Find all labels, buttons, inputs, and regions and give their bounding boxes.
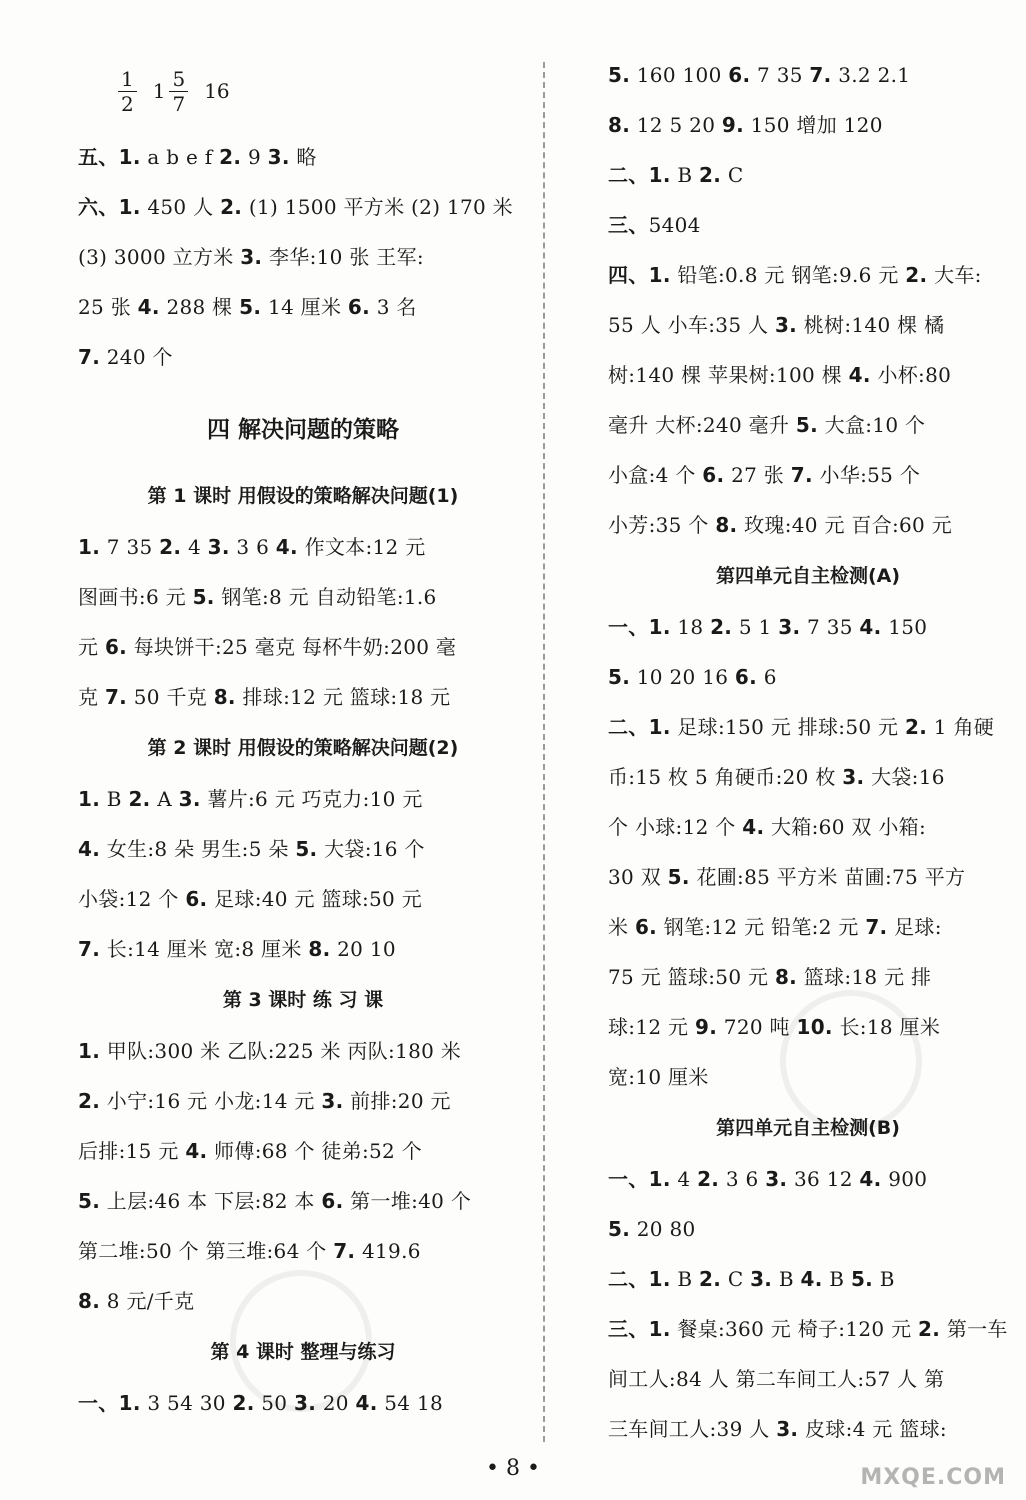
answer-line [78,824,528,874]
question-number: 7. [790,463,813,487]
answer-text: 20 80 [630,1217,696,1241]
answer-line [78,232,528,282]
answer-text: A [150,787,179,811]
answer-text: 1 角硬 [927,715,995,739]
question-number: 2. [710,615,733,639]
answer-text: 55 人 小车:35 人 [608,313,775,337]
answer-text: 27 张 [724,463,791,487]
question-number: 4. [742,815,765,839]
answer-block [78,132,528,382]
answer-text: 个 小球:12 个 [608,815,743,839]
answer-line [78,282,528,332]
question-number: 3. [207,535,230,559]
question-number: 1. [78,535,101,559]
answer-line [608,752,1008,802]
question-number: 2. [232,1391,255,1415]
answer-text: 50 千克 [127,685,214,709]
answer-text: 桃树:140 棵 橘 [797,313,945,337]
answer-text: 女生:8 朵 男生:5 朵 [100,837,296,861]
answer-line [608,1354,1008,1404]
answer-line [608,1404,1008,1454]
answer-text: 后排:15 元 [78,1139,186,1163]
answer-text: B [772,1267,801,1291]
answer-block [608,602,1008,1102]
answer-line [608,1304,1008,1354]
question-number: 3. [267,145,290,169]
numerator: 1 [118,67,137,92]
answer-block [78,1026,528,1326]
answer-text: 宽:10 厘米 [608,1065,709,1089]
question-number: 一、1. [608,1167,671,1191]
answer-text: 间工人:84 人 第二车间工人:57 人 第 [608,1367,945,1391]
question-number: 6. [634,915,658,939]
answer-text: 25 张 [78,295,138,319]
question-number: 6. [185,887,208,911]
question-number: 5. [795,413,819,437]
answer-text: 大袋:16 [864,765,945,789]
answer-text: 4 [181,535,208,559]
answer-text: 18 [670,615,711,639]
answer-line [78,1176,528,1226]
question-number: 5. [608,1217,631,1241]
answer-text: 7 35 [100,535,160,559]
answer-line [608,300,1008,350]
question-number: 二、1. [608,1267,671,1291]
question-number: 3. [765,1167,788,1191]
question-number: 5. [295,837,318,861]
answer-text: 皮球:4 元 篮球: [798,1417,947,1441]
answer-line [608,1154,1008,1204]
answer-line [608,200,1008,250]
answer-text: 50 [254,1391,294,1415]
answer-text: 75 元 篮球:50 元 [608,965,775,989]
lesson-title: 第 4 课时 整理与练习 [210,1341,396,1363]
question-number: 7. [865,915,888,939]
answer-line [608,702,1008,752]
answer-text: 150 增加 120 [744,113,883,137]
answer-line [608,1002,1008,1052]
question-number: 4. [185,1139,208,1163]
answer-text: 足球:150 元 排球:50 元 [670,715,906,739]
answer-block [608,50,1008,550]
question-number: 8. [78,1289,101,1313]
answer-text: a b e f [140,145,220,169]
question-number: 三、 [608,213,649,237]
left-column [78,50,528,1428]
question-number: 8. [715,513,738,537]
answer-text: 大箱:60 双 小箱: [764,815,926,839]
lesson-title: 第 1 课时 用假设的策略解决问题(1) [147,485,459,507]
answer-text: 小盒:4 个 [608,463,703,487]
answer-text: 篮球:18 元 排 [797,965,932,989]
question-number: 5. [192,585,215,609]
answer-text: 米 [608,915,635,939]
answer-text: C [721,163,744,187]
answer-text: B [670,163,700,187]
answer-line [608,50,1008,100]
answer-text: 师傅:68 个 徒弟:52 个 [207,1139,423,1163]
answer-text: 图画书:6 元 [78,585,193,609]
question-number: 2. [699,1267,722,1291]
question-number: 六、1. [78,195,141,219]
question-number: 2. [918,1317,941,1341]
question-number: 3. [750,1267,773,1291]
answer-line [608,400,1008,450]
answer-text: 球:12 元 [608,1015,696,1039]
answer-text: 薯片:6 元 巧克力:10 元 [200,787,423,811]
answer-line [78,1226,528,1276]
answer-line [78,1276,528,1326]
question-number: 2. [219,145,242,169]
answer-text: 餐桌:360 元 椅子:120 元 [670,1317,919,1341]
answer-line [78,1126,528,1176]
answer-text: B [822,1267,851,1291]
answer-text: 小芳:35 个 [608,513,716,537]
answer-line [78,1026,528,1076]
answer-text: 树:140 棵 苹果树:100 棵 [608,363,849,387]
question-number: 4. [355,1391,378,1415]
question-number: 3. [178,787,201,811]
question-number: 7. [78,345,101,369]
answer-text: 7 35 [800,615,860,639]
answer-text: 3.2 2.1 [831,63,911,87]
answer-block [78,774,528,974]
answer-text: 5 1 [732,615,779,639]
column-divider [543,62,545,1442]
question-number: 4. [848,363,871,387]
answer-line [78,1378,528,1428]
question-number: 5. [667,865,690,889]
answer-text: B [670,1267,700,1291]
question-number: 8. [213,685,236,709]
section-title: 第四单元自主检测(B) [716,1117,900,1139]
answer-text: 3 6 [229,535,276,559]
answer-text: 419.6 [355,1239,421,1263]
question-number: 2. [905,715,928,739]
question-number: 8. [308,937,331,961]
answer-text: 150 [881,615,928,639]
question-number: 7. [78,937,101,961]
answer-text: 720 吨 [717,1015,797,1039]
answer-line [608,602,1008,652]
question-number: 7. [333,1239,356,1263]
question-number: 3. [321,1089,344,1113]
answer-text: B [873,1267,895,1291]
answer-line [608,852,1008,902]
answer-value: 16 [204,79,230,103]
question-number: 4. [859,1167,882,1191]
answer-line [78,672,528,722]
answer-text: 第一车 [940,1317,1008,1341]
question-number: 5. [850,1267,874,1291]
question-number: 10. [796,1015,833,1039]
question-number: 1. [78,787,101,811]
answer-line [608,1052,1008,1102]
answer-line [78,1076,528,1126]
question-number: 3. [774,313,798,337]
answer-text: 3 54 30 [140,1391,233,1415]
answer-text: 240 个 [100,345,173,369]
answer-text: 4 [670,1167,698,1191]
answer-line [78,874,528,924]
answer-line [78,522,528,572]
question-number: 6. [104,635,128,659]
question-number: 3. [778,615,801,639]
answer-text: 3 名 [370,295,417,319]
question-number: 1. [78,1039,101,1063]
answer-text: 略 [289,145,317,169]
question-number: 四、1. [608,263,671,287]
answer-text: 钢笔:8 元 自动铅笔:1.6 [214,585,437,609]
answer-text: 毫升 大杯:240 毫升 [608,413,796,437]
answer-text: 元 [78,635,105,659]
mixed-number [153,67,188,116]
answer-text: 排球:12 元 篮球:18 元 [235,685,451,709]
question-number: 5. [78,1189,101,1213]
answer-text: 9 [241,145,268,169]
answer-text: 作文本:12 元 [297,535,426,559]
answer-text: 12 5 20 [630,113,722,137]
question-number: 6. [728,63,751,87]
question-number: 5. [608,63,631,87]
answer-text: 每块饼干:25 毫克 每杯牛奶:200 毫 [127,635,457,659]
answer-line [78,774,528,824]
right-column [608,50,1008,1454]
fraction [118,67,137,116]
question-number: 二、1. [608,163,671,187]
answer-text: (1) 1500 平方米 (2) 170 米 [242,195,513,219]
question-number: 4. [275,535,298,559]
answer-text: 上层:46 本 下层:82 本 [100,1189,322,1213]
question-number: 2. [905,263,928,287]
answer-line [78,132,528,182]
question-number: 3. [776,1417,799,1441]
question-number: 3. [240,245,263,269]
answer-text: 三车间工人:39 人 [608,1417,777,1441]
question-number: 2. [159,535,182,559]
answer-text: 第二堆:50 个 第三堆:64 个 [78,1239,334,1263]
answer-line [78,182,528,232]
answer-text: 20 [316,1391,356,1415]
question-number: 9. [695,1015,718,1039]
question-number: 7. [809,63,832,87]
question-number: 6. [347,295,371,319]
answer-text: 小华:55 个 [812,463,921,487]
answer-text: 甲队:300 米 乙队:225 米 丙队:180 米 [100,1039,462,1063]
question-number: 2. [699,163,722,187]
answer-text: 450 人 [140,195,221,219]
watermark-text: MXQE.COM [860,1465,1006,1490]
question-number: 二、1. [608,715,671,739]
question-number: 6. [321,1189,344,1213]
answer-line [608,902,1008,952]
answer-text: 900 [881,1167,928,1191]
answer-text: 160 100 [630,63,729,87]
answer-line [78,572,528,622]
answer-text: 足球: [887,915,942,939]
answer-text: 10 20 16 [630,665,735,689]
question-number: 9. [721,113,745,137]
lesson-title: 第 3 课时 练 习 课 [222,989,384,1011]
answer-text: B [100,787,129,811]
answer-text: 大盒:10 个 [818,413,926,437]
answer-text: 54 18 [377,1391,444,1415]
answer-line [608,500,1008,550]
question-number: 4. [859,615,882,639]
answer-line [608,150,1008,200]
answer-line [608,450,1008,500]
answer-text: 20 10 [330,937,396,961]
answer-text: 币:15 枚 5 角硬币:20 枚 [608,765,843,789]
chapter-title: 四 解决问题的策略 [206,417,399,443]
question-number: 五、1. [78,145,141,169]
question-number: 4. [137,295,160,319]
question-number: 三、1. [608,1317,671,1341]
answer-text: 足球:40 元 篮球:50 元 [207,887,423,911]
answer-text: 第一堆:40 个 [343,1189,472,1213]
answer-text: 铅笔:0.8 元 钢笔:9.6 元 [670,263,906,287]
answer-text: C [721,1267,751,1291]
page-number: • 8 • [486,1456,540,1481]
answer-text: 14 厘米 [261,295,348,319]
answer-line [78,332,528,382]
answer-text: 8 元/千克 [100,1289,195,1313]
answer-line [608,802,1008,852]
answer-text: 前排:20 元 [343,1089,451,1113]
answer-text: 克 [78,685,105,709]
answer-text: 36 12 [787,1167,860,1191]
answer-text: 5404 [648,213,701,237]
answer-text: 小袋:12 个 [78,887,186,911]
lesson-title: 第 2 课时 用假设的策略解决问题(2) [147,737,459,759]
answer-text: 小杯:80 [870,363,952,387]
answer-line [608,100,1008,150]
answer-text: 长:18 厘米 [832,1015,941,1039]
question-number: 2. [220,195,243,219]
answer-line [608,250,1008,300]
question-number: 一、1. [78,1391,141,1415]
answer-line [78,622,528,672]
whole-part: 1 [152,79,166,103]
question-number: 8. [608,113,631,137]
question-number: 2. [78,1089,101,1113]
question-number: 4. [78,837,101,861]
answer-text: 花圃:85 平方米 苗圃:75 平方 [689,865,966,889]
fraction-row [78,50,528,132]
question-number: 6. [734,665,758,689]
answer-text: (3) 3000 立方米 [78,245,241,269]
answer-text: 长:14 厘米 宽:8 厘米 [100,937,309,961]
question-number: 6. [702,463,725,487]
answer-text: 7 35 [750,63,810,87]
numerator: 5 [169,67,188,92]
answer-text: 288 棵 [159,295,240,319]
question-number: 3. [842,765,865,789]
answer-text: 3 6 [719,1167,766,1191]
answer-text: 大车: [927,263,982,287]
answer-text: 大袋:16 个 [317,837,425,861]
question-number: 一、1. [608,615,671,639]
answer-line [608,652,1008,702]
question-number: 2. [128,787,151,811]
answer-line [608,1204,1008,1254]
question-number: 2. [697,1167,720,1191]
question-number: 4. [800,1267,823,1291]
question-number: 5. [239,295,262,319]
question-number: 3. [293,1391,317,1415]
answer-text: 小宁:16 元 小龙:14 元 [100,1089,322,1113]
answer-block [78,522,528,722]
question-number: 8. [774,965,798,989]
answer-line [608,952,1008,1002]
answer-text: 玫瑰:40 元 百合:60 元 [737,513,953,537]
answer-text: 李华:10 张 王军: [262,245,424,269]
answer-text: 6 [757,665,777,689]
answer-block [608,1154,1008,1454]
answer-block [78,1378,528,1428]
answer-text: 30 双 [608,865,668,889]
answer-line [608,350,1008,400]
section-title: 第四单元自主检测(A) [715,565,901,587]
question-number: 7. [104,685,128,709]
answer-text: 钢笔:12 元 铅笔:2 元 [657,915,866,939]
answer-line [608,1254,1008,1304]
answer-line [78,924,528,974]
denominator: 7 [172,91,186,116]
denominator: 2 [121,91,134,116]
question-number: 5. [608,665,631,689]
